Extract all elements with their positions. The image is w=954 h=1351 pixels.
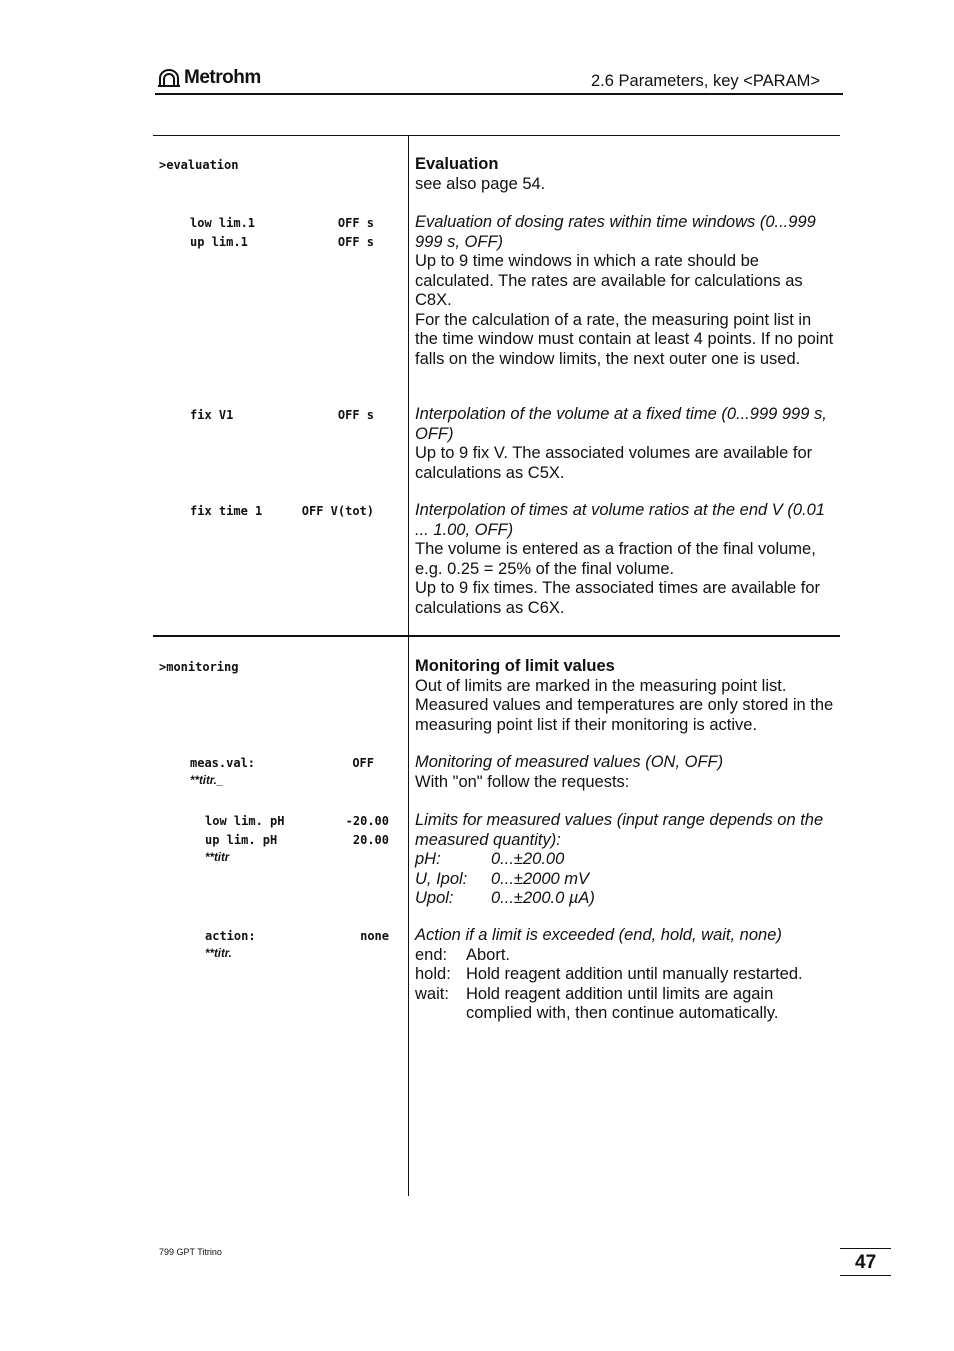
param-row: fix V1 OFF s bbox=[190, 408, 374, 422]
menu-monitoring: >monitoring bbox=[159, 660, 239, 674]
measured-values-description: Monitoring of measured values (ON, OFF) With "on" follow the requests: bbox=[415, 753, 724, 791]
page-number-bottom-rule bbox=[840, 1275, 891, 1276]
param-row: action: none bbox=[205, 929, 389, 943]
brand-name: Metrohm bbox=[184, 67, 261, 88]
titration-note: **titr._ bbox=[190, 775, 224, 787]
page-number-top-rule bbox=[840, 1248, 891, 1249]
param-row: meas.val: OFF bbox=[190, 756, 374, 770]
evaluation-see-also: see also page 54. bbox=[415, 174, 546, 193]
fix-time-description: Interpolation of times at volume ratios at the end V (0.01 ... 1.00, OFF) The volume is entered as a fraction of the final volume, e.g. 0.25 = 25% of the final volume. Up to 9 fix times. The associated times are available for calculations as C6X. bbox=[415, 501, 825, 617]
titration-note: **titr bbox=[205, 852, 230, 864]
evaluation-title: Evaluation bbox=[415, 155, 499, 173]
section-divider-rule bbox=[153, 635, 840, 637]
param-row: up lim. pH 20.00 bbox=[205, 833, 389, 847]
range-row: Upol: 0...±200.0 µA) bbox=[415, 889, 595, 907]
menu-evaluation: >evaluation bbox=[159, 158, 239, 172]
range-row: pH: 0...±20.00 bbox=[415, 850, 565, 868]
metrohm-logo-icon bbox=[158, 69, 180, 87]
monitoring-title: Monitoring of limit values bbox=[415, 657, 615, 675]
page-number: 47 bbox=[855, 1252, 877, 1273]
evaluation-description bbox=[415, 155, 837, 194]
header-rule bbox=[155, 93, 843, 95]
monitoring-description: Monitoring of limit values Out of limits are marked in the measuring point list. Measured values and temperatures are only stored in the measuring point list if their monitoring is active. bbox=[415, 657, 837, 735]
limits-description: Limits for measured values (input range depends on the measured quantity): pH: 0...±20.00 U, Ipol: 0...±2000 mV Upol: 0...±200.0 µA) bbox=[415, 811, 837, 909]
titration-note: **titr. bbox=[205, 948, 232, 960]
param-row: fix time 1 OFF V(tot) bbox=[190, 504, 374, 518]
column-divider bbox=[408, 135, 409, 1196]
action-description: Action if a limit is exceeded (end, hold, wait, none) end: Abort. hold: Hold reagent addition until manually restarted. wait: Hold reagent addition until limits are again complied with, then continue automatically. bbox=[415, 926, 837, 1024]
metrohm-logo bbox=[158, 67, 261, 89]
action-row: hold: Hold reagent addition until manually restarted. bbox=[415, 965, 803, 983]
param-row: low lim. pH -20.00 bbox=[205, 814, 389, 828]
fix-volume-description: Interpolation of the volume at a fixed time (0...999 999 s, OFF) Up to 9 fix V. The associated volumes are available for calculations as C5X. bbox=[415, 405, 827, 482]
time-window-description: Evaluation of dosing rates within time windows (0...999 999 s, OFF) Up to 9 time windows in which a rate should be calculated. The rates are available for calculations as C8X. For the calculation of a rate, the measuring point list in the time window must contain at least 4 points. If no point falls on the window limits, the next outer one is used. bbox=[415, 213, 834, 368]
param-row: up lim.1 OFF s bbox=[190, 235, 374, 249]
range-row: U, Ipol: 0...±2000 mV bbox=[415, 869, 590, 888]
section-title: 2.6 Parameters, key <PARAM> bbox=[591, 72, 820, 90]
action-row: wait: Hold reagent addition until limits are again complied with, then continue automatically. bbox=[415, 984, 779, 1022]
action-row: end: Abort. bbox=[415, 945, 511, 964]
param-row: low lim.1 OFF s bbox=[190, 216, 374, 230]
table-top-rule bbox=[153, 135, 840, 136]
footer-product: 799 GPT Titrino bbox=[159, 1247, 222, 1257]
